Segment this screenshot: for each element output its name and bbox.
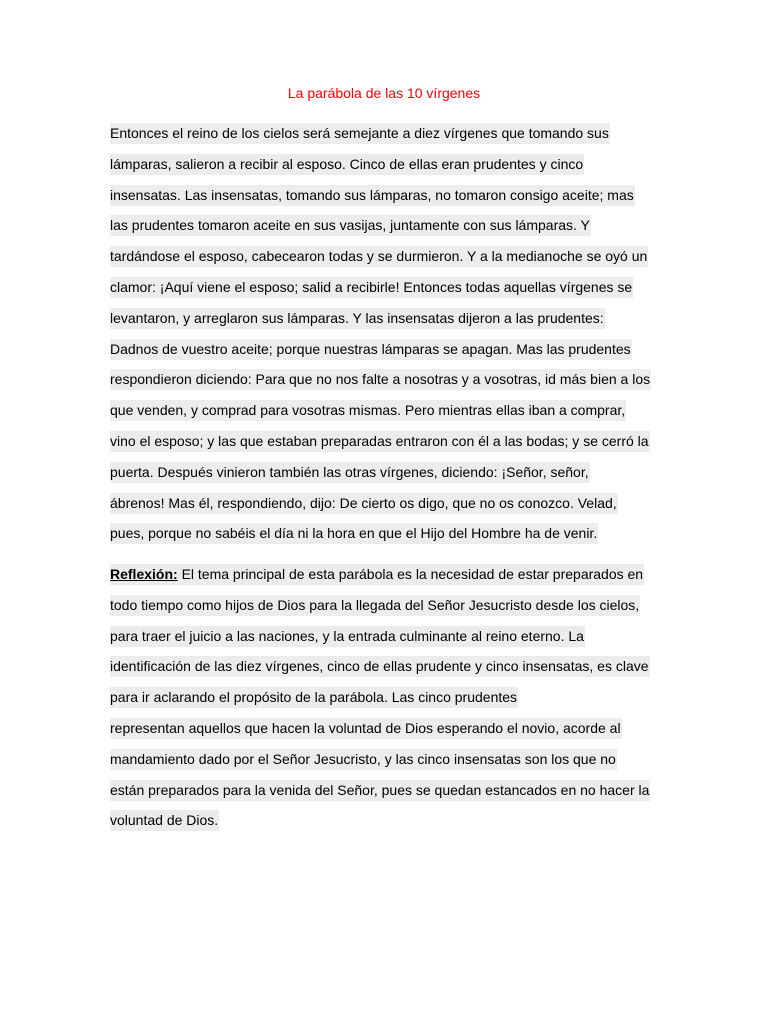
highlighted-text: lámparas, salieron a recibir al esposo. Cinco de ellas eran prudentes y cinco: [110, 154, 584, 175]
text-line: [110, 118, 660, 149]
text-line: [110, 559, 660, 590]
highlighted-text: insensatas. Las insensatas, tomando sus lámparas, no tomaron consigo aceite; mas: [110, 185, 635, 206]
highlighted-text: para traer el juicio a las naciones, y la entrada culminante al reino eterno. La: [110, 626, 585, 647]
highlighted-text: [110, 564, 644, 585]
highlighted-text: mandamiento dado por el Señor Jesucristo, y las cinco insensatas son los que no: [110, 749, 617, 770]
text-line: [110, 775, 660, 806]
text-line: [110, 210, 660, 241]
text-line: [110, 651, 660, 682]
highlighted-text: levantaron, y arreglaron sus lámparas. Y las insensatas dijeron a las prudentes:: [110, 308, 605, 329]
text-line: [110, 805, 660, 836]
highlighted-text: están preparados para la venida del Señor, pues se quedan estancados en no hacer la: [110, 780, 650, 801]
text-line: [110, 457, 660, 488]
highlighted-text: tardándose el esposo, cabecearon todas y se durmieron. Y a la medianoche se oyó un: [110, 246, 648, 267]
text-line: [110, 590, 660, 621]
text-line: [110, 364, 660, 395]
reflection-label: Reflexión:: [110, 566, 178, 582]
highlighted-text: Dadnos de vuestro aceite; porque nuestras lámparas se apagan. Mas las prudentes: [110, 339, 632, 360]
parable-paragraph: [110, 118, 660, 549]
highlighted-text: identificación de las diez vírgenes, cinco de ellas prudente y cinco insensatas, es clave: [110, 656, 650, 677]
highlighted-text: que venden, y comprad para vosotras mismas. Pero mientras ellas iban a comprar,: [110, 400, 626, 421]
text-line: [110, 621, 660, 652]
text-line: [110, 518, 660, 549]
highlighted-text: puerta. Después vinieron también las otras vírgenes, diciendo: ¡Señor, señor,: [110, 462, 590, 483]
highlighted-text: pues, porque no sabéis el día ni la hora en que el Hijo del Hombre ha de venir.: [110, 523, 598, 544]
highlighted-text: respondieron diciendo: Para que no nos falte a nosotras y a vosotras, id más bien a los: [110, 369, 651, 390]
text-line: [110, 180, 660, 211]
highlighted-text: ábrenos! Mas él, respondiendo, dijo: De cierto os digo, que no os conozco. Velad,: [110, 493, 618, 514]
text-line: [110, 682, 660, 713]
highlighted-text: las prudentes tomaron aceite en sus vasijas, juntamente con sus lámparas. Y: [110, 215, 591, 236]
text-line: [110, 713, 660, 744]
highlighted-text: todo tiempo como hijos de Dios para la llegada del Señor Jesucristo desde los cielos,: [110, 595, 640, 616]
highlighted-text: Entonces el reino de los cielos será semejante a diez vírgenes que tomando sus: [110, 123, 610, 144]
reflection-text: El tema principal de esta parábola es la necesidad de estar preparados en: [177, 566, 644, 582]
text-line: [110, 395, 660, 426]
highlighted-text: clamor: ¡Aquí viene el esposo; salid a recibirle! Entonces todas aquellas vírgenes se: [110, 277, 633, 298]
text-line: [110, 744, 660, 775]
reflection-paragraph: [110, 559, 660, 836]
text-line: [110, 272, 660, 303]
document-title: La parábola de las 10 vírgenes: [287, 85, 481, 101]
text-line: [110, 334, 660, 365]
text-line: [110, 303, 660, 334]
highlighted-text: representan aquellos que hacen la voluntad de Dios esperando el novio, acorde al: [110, 718, 622, 739]
text-line: [110, 149, 660, 180]
text-line: [110, 488, 660, 519]
highlighted-text: voluntad de Dios.: [110, 810, 219, 831]
highlighted-text: para ir aclarando el propósito de la parábola. Las cinco prudentes: [110, 687, 518, 708]
text-line: [110, 241, 660, 272]
text-line: [110, 426, 660, 457]
highlighted-text: vino el esposo; y las que estaban preparadas entraron con él a las bodas; y se cerró la: [110, 431, 650, 452]
